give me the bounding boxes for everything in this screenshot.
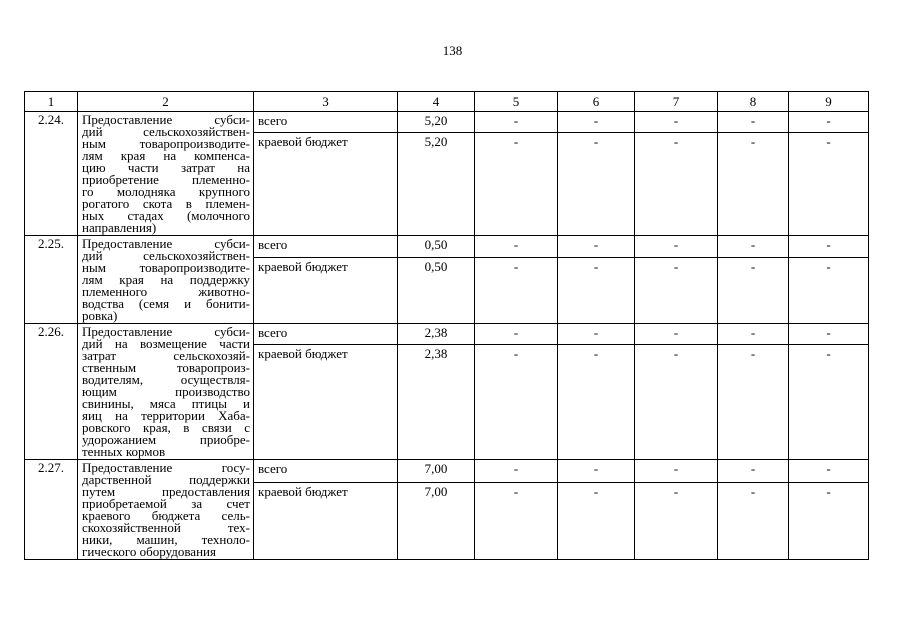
row-description (78, 460, 254, 560)
cell-9: - (789, 236, 869, 258)
funding-source: всего (254, 236, 398, 258)
cell-6: - (558, 236, 635, 258)
cell-7: - (635, 133, 718, 236)
cell-5: - (475, 258, 558, 324)
cell-7: - (635, 344, 718, 460)
row-description (78, 112, 254, 236)
funding-source: краевой бюджет (254, 483, 398, 560)
description-line: приобретаемой за счет (82, 496, 250, 511)
budget-table (24, 91, 869, 560)
description-line: Предоставление субси- (82, 112, 250, 127)
row-number: 2.24. (25, 112, 78, 236)
amount-value: 7,00 (398, 460, 475, 483)
header-cell: 7 (635, 92, 718, 112)
row-number: 2.27. (25, 460, 78, 560)
cell-6: - (558, 324, 635, 345)
funding-source: всего (254, 460, 398, 483)
cell-6: - (558, 258, 635, 324)
description-line: яиц на территории Хаба- (82, 408, 250, 423)
cell-8: - (718, 258, 789, 324)
row-description (78, 324, 254, 460)
funding-source: всего (254, 324, 398, 345)
cell-7: - (635, 236, 718, 258)
cell-7: - (635, 483, 718, 560)
row-number: 2.25. (25, 236, 78, 324)
description-line: дарственной поддержки (82, 472, 250, 487)
cell-7: - (635, 460, 718, 483)
description-line: ники, машин, техноло- (82, 532, 250, 547)
cell-8: - (718, 236, 789, 258)
description-line: лям края на компенса- (82, 148, 250, 163)
description-line: ющим производство (82, 384, 250, 399)
description-line: дий сельскохозяйствен- (82, 124, 250, 139)
header-cell: 8 (718, 92, 789, 112)
header-cell: 9 (789, 92, 869, 112)
amount-value: 5,20 (398, 112, 475, 133)
funding-source: краевой бюджет (254, 258, 398, 324)
cell-5: - (475, 460, 558, 483)
cell-7: - (635, 324, 718, 345)
amount-value: 7,00 (398, 483, 475, 560)
cell-9: - (789, 112, 869, 133)
cell-8: - (718, 344, 789, 460)
header-cell: 5 (475, 92, 558, 112)
cell-6: - (558, 483, 635, 560)
description-line: краевого бюджета сель- (82, 508, 250, 523)
description-line: дий сельскохозяйствен- (82, 248, 250, 263)
description-line: водителям, осуществля- (82, 372, 250, 387)
cell-9: - (789, 258, 869, 324)
description-line: свинины, мяса птицы и (82, 396, 250, 411)
header-cell: 1 (25, 92, 78, 112)
cell-6: - (558, 112, 635, 133)
cell-6: - (558, 344, 635, 460)
header-cell: 4 (398, 92, 475, 112)
cell-5: - (475, 324, 558, 345)
header-row (25, 92, 869, 112)
table-row (25, 460, 869, 483)
cell-8: - (718, 483, 789, 560)
description-line: го молодняка крупного (82, 184, 250, 199)
description-line: ровка) (82, 308, 118, 323)
cell-8: - (718, 460, 789, 483)
table-row (25, 112, 869, 133)
description-line: путем предоставления (82, 484, 250, 499)
description-line: Предоставление госу- (82, 460, 250, 475)
description-line: удорожанием приобре- (82, 432, 250, 447)
description-line: Предоставление субси- (82, 324, 250, 339)
amount-value: 5,20 (398, 133, 475, 236)
cell-5: - (475, 483, 558, 560)
description-line: ственным товаропроиз- (82, 360, 250, 375)
funding-source: всего (254, 112, 398, 133)
row-description (78, 236, 254, 324)
cell-6: - (558, 133, 635, 236)
cell-8: - (718, 324, 789, 345)
description-line: гического оборудования (82, 544, 216, 559)
funding-source: краевой бюджет (254, 133, 398, 236)
page-number: 138 (442, 43, 463, 58)
cell-9: - (789, 324, 869, 345)
description-line: Предоставление субси- (82, 236, 250, 251)
description-line: тенных кормов (82, 444, 166, 459)
header-cell: 2 (78, 92, 254, 112)
description-line: рогатого скота в племен- (82, 196, 250, 211)
table-row (25, 324, 869, 345)
cell-5: - (475, 133, 558, 236)
cell-9: - (789, 133, 869, 236)
cell-5: - (475, 344, 558, 460)
cell-9: - (789, 483, 869, 560)
cell-7: - (635, 258, 718, 324)
cell-9: - (789, 344, 869, 460)
description-line: приобретение племенно- (82, 172, 250, 187)
funding-source: краевой бюджет (254, 344, 398, 460)
description-line: лям края на поддержку (82, 272, 250, 287)
description-line: дий на возмещение части (82, 336, 250, 351)
header-cell: 3 (254, 92, 398, 112)
amount-value: 2,38 (398, 324, 475, 345)
description-line: ровского края, в связи с (82, 420, 250, 435)
cell-6: - (558, 460, 635, 483)
description-line: цию части затрат на (82, 160, 250, 175)
header-cell: 6 (558, 92, 635, 112)
description-line: племенного животно- (82, 284, 250, 299)
description-line: ным товаропроизводите- (82, 260, 250, 275)
row-number: 2.26. (25, 324, 78, 460)
amount-value: 2,38 (398, 344, 475, 460)
table-row (25, 236, 869, 258)
cell-8: - (718, 112, 789, 133)
cell-7: - (635, 112, 718, 133)
cell-9: - (789, 460, 869, 483)
description-line: направления) (82, 220, 157, 235)
description-line: затрат сельскохозяй- (82, 348, 250, 363)
cell-5: - (475, 112, 558, 133)
description-line: скохозяйственной тех- (82, 520, 250, 535)
description-line: водства (семя и бонити- (82, 296, 250, 311)
description-line: ным товаропроизводите- (82, 136, 250, 151)
amount-value: 0,50 (398, 258, 475, 324)
amount-value: 0,50 (398, 236, 475, 258)
cell-8: - (718, 133, 789, 236)
description-line: ных стадах (молочного (82, 208, 250, 223)
cell-5: - (475, 236, 558, 258)
